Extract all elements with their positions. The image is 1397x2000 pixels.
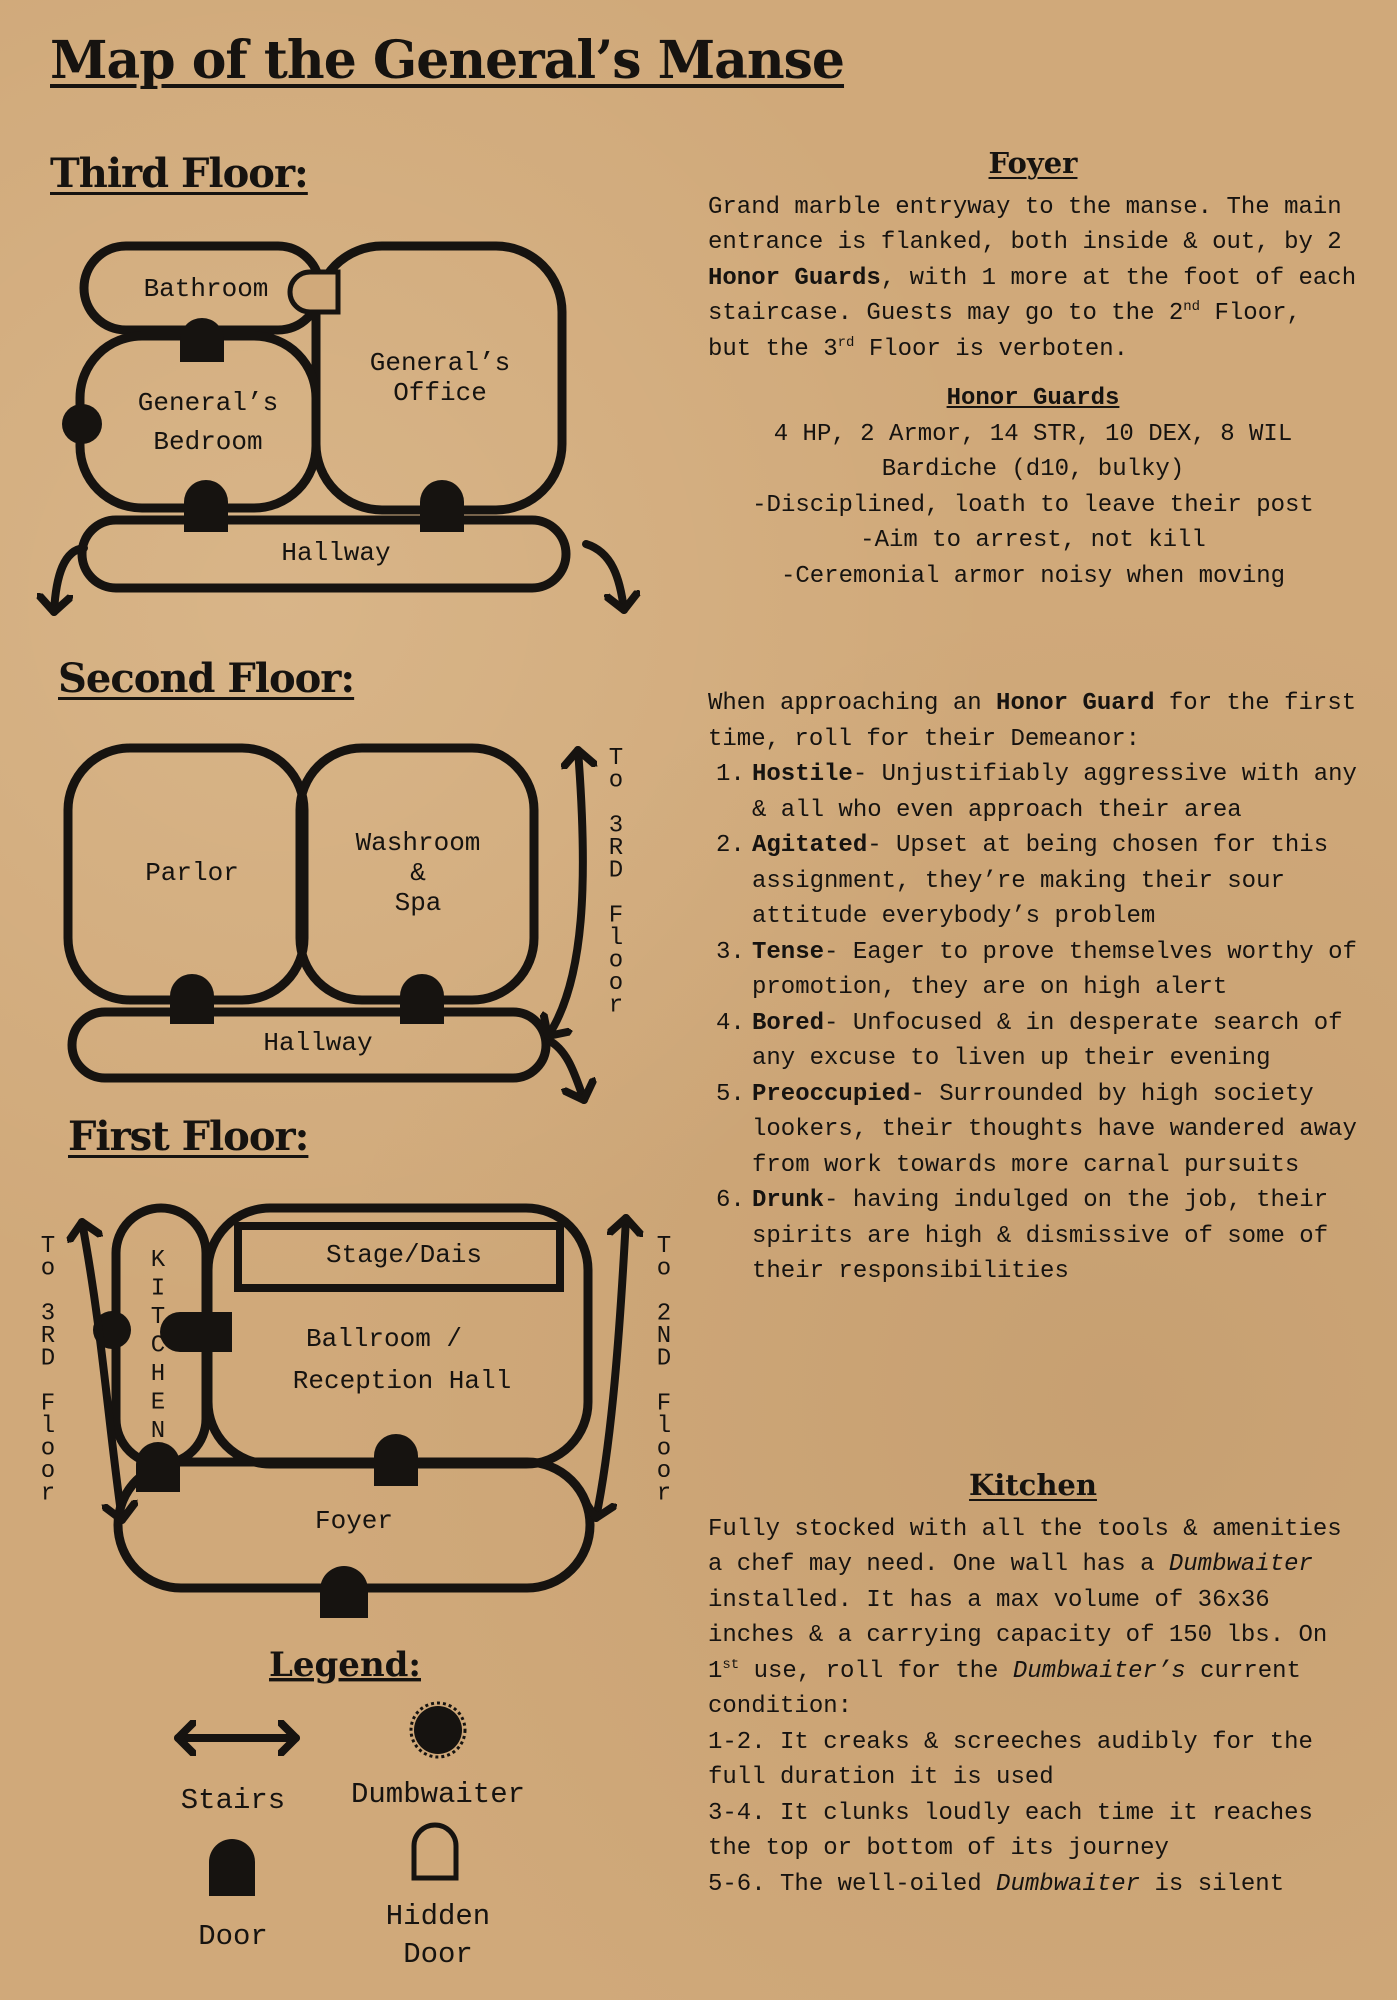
vertical-letter: I [150, 1275, 166, 1303]
legend-hidden-door-label: Door [403, 1938, 473, 1971]
door-icon [170, 974, 214, 1024]
washroom-label: Washroom [355, 828, 481, 858]
demeanor-item: 4. Bored- Unfocused & in desperate search of any excuse to liven up their evening [716, 1009, 1343, 1072]
door-icon [320, 1566, 368, 1618]
vertical-letter: T [608, 745, 624, 772]
demeanor-intro: When approaching an Honor Guard for the first time, roll for their Demeanor: [708, 690, 1357, 753]
vertical-letter: F [608, 902, 624, 930]
legend-hidden-door-label: Hidden [385, 1900, 491, 1933]
demeanor-item: 5. Preoccupied- Surrounded by high society lookers, their thoughts have wandered away from work towards more carnal pursuits [716, 1080, 1357, 1179]
to-3rd-floor-label [41, 1233, 55, 1508]
ballroom-label: Ballroom / [305, 1324, 463, 1354]
vertical-letter: F [656, 1390, 672, 1418]
ballroom-label: Reception Hall [292, 1366, 512, 1396]
generals-office-label: General’s [369, 348, 511, 378]
door-icon [160, 1312, 232, 1352]
generals-bedroom-label: General’s [137, 388, 279, 418]
foyer-section [708, 146, 1358, 594]
vertical-letter: N [656, 1323, 672, 1350]
door-icon [184, 480, 228, 532]
legend-dumbwaiter-icon [411, 1703, 465, 1757]
hallway-label: Hallway [281, 538, 391, 568]
hallway-label: Hallway [263, 1028, 373, 1058]
vertical-letter: T [40, 1233, 56, 1260]
demeanor-item: 2. Agitated- Upset at being chosen for this assignment, they’re making their sour attitude everybody’s problem [716, 832, 1329, 930]
demeanor-item: 6. Drunk- having indulged on the job, their spirits are high & dismissive of some of their responsibilities [716, 1187, 1329, 1285]
demeanor-list [708, 757, 1358, 1290]
vertical-letter: K [150, 1247, 166, 1274]
legend-hidden-door-icon [414, 1825, 456, 1878]
honor-guards-stat: -Disciplined, loath to leave their post [752, 491, 1314, 519]
vertical-letter: l [656, 1413, 672, 1440]
legend-stairs-label: Stairs [180, 1784, 286, 1817]
vertical-letter: N [150, 1418, 166, 1445]
foyer-label: Foyer [314, 1506, 394, 1536]
to-3rd-floor-label [609, 745, 623, 1020]
kitchen-description: Fully stocked with all the tools & amenities a chef may need. One wall has a Dumbwaiter installed. It has a max volume of 36x36 inches & a carrying capacity of 150 lbs. On 1st use, roll for the Dumbwaiter’s current condition: [708, 1515, 1342, 1720]
honor-guards-stat: -Ceremonial armor noisy when moving [780, 562, 1286, 590]
vertical-letter: o [40, 1255, 56, 1283]
vertical-letter: o [608, 970, 624, 997]
vertical-letter: D [40, 1345, 56, 1373]
vertical-letter: D [656, 1345, 672, 1373]
vertical-letter: F [40, 1390, 56, 1418]
washroom-label: Spa [394, 888, 442, 918]
demeanor-section [708, 686, 1358, 1290]
vertical-letter: R [608, 835, 624, 862]
vertical-letter: o [40, 1458, 56, 1485]
vertical-letter: o [656, 1435, 672, 1463]
washroom-label: & [410, 858, 426, 888]
legend-dumbwaiter-label: Dumbwaiter [350, 1778, 526, 1811]
second-floor-heading: Second Floor: [58, 655, 355, 702]
vertical-letter: r [656, 1480, 672, 1508]
stairs-icon [596, 1218, 626, 1518]
door-icon [400, 974, 444, 1024]
door-icon [180, 318, 224, 362]
honor-guards-stat: -Aim to arrest, not kill [860, 527, 1206, 554]
parlor-label: Parlor [145, 858, 239, 888]
kitchen-section [708, 1468, 1358, 1902]
vertical-letter: E [150, 1389, 166, 1417]
vertical-letter: l [40, 1413, 56, 1440]
foyer-heading: Foyer [988, 146, 1078, 180]
vertical-letter: o [608, 767, 624, 795]
demeanor-item: 3. Tense- Eager to prove themselves worthy of promotion, they are on high alert [716, 938, 1357, 1001]
map-title: Map of the General’s Manse [50, 30, 845, 91]
hidden-door-icon [290, 272, 338, 312]
to-2nd-floor-label [657, 1233, 671, 1508]
first-floor-heading: First Floor: [68, 1113, 309, 1160]
door-icon [374, 1434, 418, 1486]
vertical-letter: R [40, 1323, 56, 1350]
dumbwaiter-result: 3-4. It clunks loudly each time it reaches the top or bottom of its journey [708, 1799, 1313, 1862]
vertical-letter: o [656, 1458, 672, 1485]
honor-guards-stat: Bardiche (d10, bulky) [881, 456, 1185, 483]
door-icon [420, 480, 464, 532]
foyer-description: Grand marble entryway to the manse. The main entrance is flanked, both inside & out, by 2 Honor Guards, with 1 more at the foot of each staircase. Guests may go to the 2nd Floor, but the 3rd Floor is verboten. [708, 193, 1357, 363]
vertical-letter: H [150, 1361, 166, 1388]
vertical-letter: 2 [656, 1300, 672, 1328]
legend-title: Legend: [269, 1645, 421, 1685]
dumbwaiter-result: 5-6. The well-oiled Dumbwaiter is silent [708, 1870, 1285, 1898]
kitchen-label [151, 1247, 166, 1445]
bathroom-label: Bathroom [143, 274, 269, 304]
vertical-letter: T [656, 1233, 672, 1260]
vertical-letter: r [608, 992, 624, 1020]
vertical-letter: o [608, 947, 624, 975]
stairs-icon [548, 750, 583, 1036]
demeanor-item: 1. Hostile- Unjustifiably aggressive with any & all who even approach their area [716, 761, 1357, 824]
vertical-letter: 3 [40, 1300, 56, 1328]
third-floor-heading: Third Floor: [50, 150, 308, 197]
vertical-letter: r [40, 1480, 56, 1508]
vertical-letter: 3 [608, 812, 624, 840]
stage-label: Stage/Dais [325, 1240, 483, 1270]
vertical-letter: C [150, 1332, 166, 1360]
legend-door-icon [209, 1839, 255, 1896]
vertical-letter: l [608, 925, 624, 952]
generals-bedroom-label: Bedroom [153, 427, 263, 457]
vertical-letter: T [150, 1304, 166, 1331]
door-icon [136, 1442, 180, 1492]
vertical-letter: o [656, 1255, 672, 1283]
vertical-letter: o [40, 1435, 56, 1463]
generals-office-label: Office [393, 378, 487, 408]
honor-guards-heading: Honor Guards [946, 385, 1120, 412]
dumbwaiter-result: 1-2. It creaks & screeches audibly for the full duration it is used [708, 1728, 1313, 1791]
dumbwaiter-icon [62, 404, 102, 444]
vertical-letter: D [608, 857, 624, 885]
legend-door-label: Door [198, 1920, 268, 1953]
honor-guards-stat: 4 HP, 2 Armor, 14 STR, 10 DEX, 8 WIL [773, 420, 1293, 448]
kitchen-heading: Kitchen [969, 1468, 1097, 1502]
